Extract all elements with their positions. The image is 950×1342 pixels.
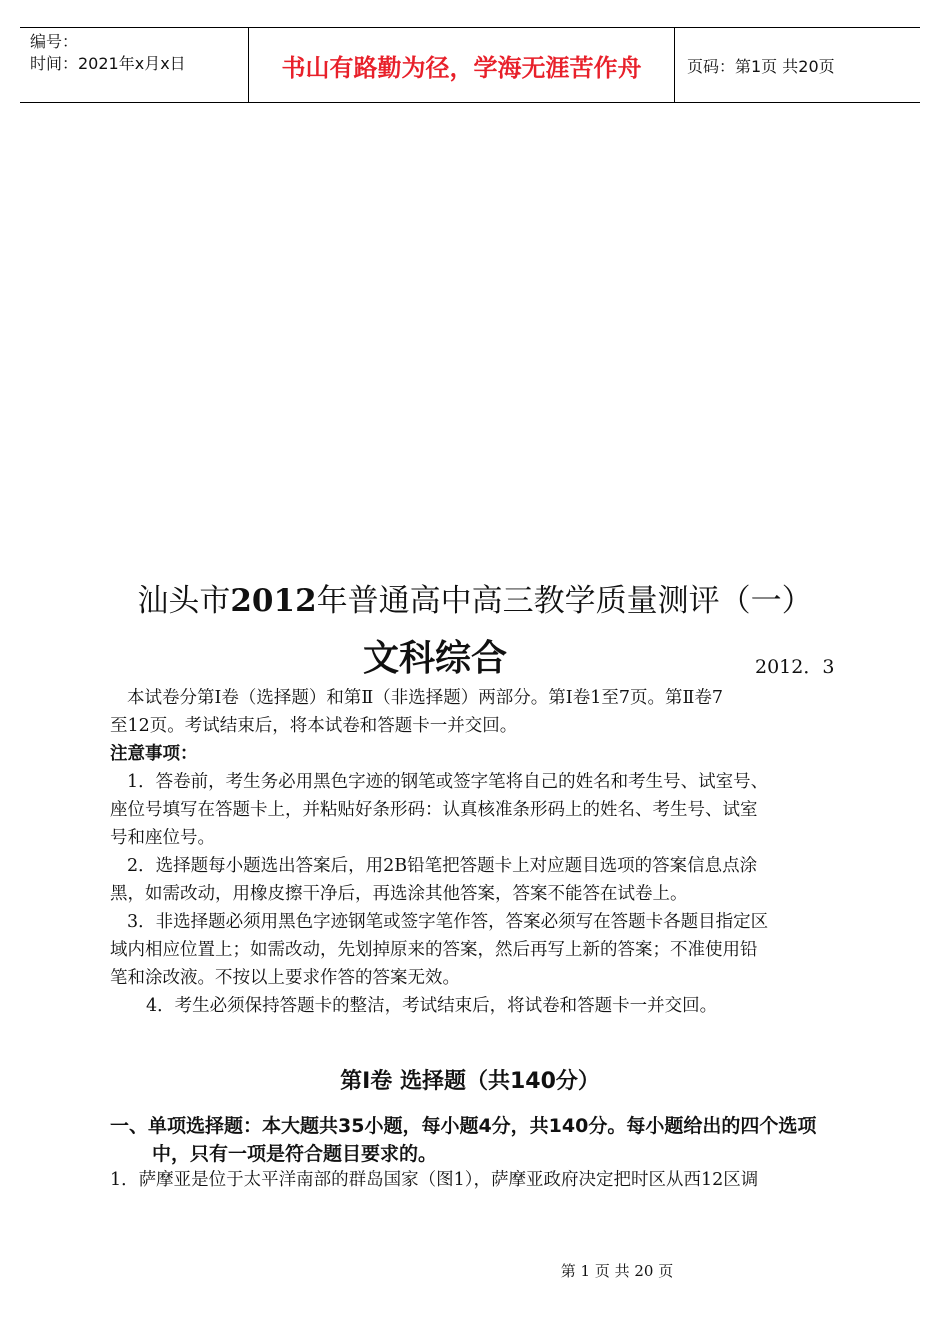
exam-date: 2012．3: [755, 656, 835, 678]
intro-line: 本试卷分第Ⅰ卷（选择题）和第Ⅱ（非选择题）两部分。第Ⅰ卷1至7页。第Ⅱ卷7: [127, 688, 724, 708]
notice-title: 注意事项：: [110, 744, 198, 764]
notice-line: 1．答卷前，考生务必用黑色字迹的钢笔或签字笔将自己的姓名和考生号、试室号、: [127, 772, 769, 792]
header-meta: [20, 28, 249, 102]
notice-line: 座位号填写在答题卡上，并粘贴好条形码：认真核准条形码上的姓名、考生号、试室: [110, 800, 758, 820]
section-title: 第Ⅰ卷 选择题（共140分）: [340, 1069, 600, 1094]
notice-item-2: [110, 852, 832, 908]
notice-item-1: [110, 768, 832, 852]
notice-item-4: [110, 992, 832, 1020]
notice-line: 3．非选择题必须用黑色字迹钢笔或签字笔作答，答案必须写在答题卡各题目指定区: [127, 912, 769, 932]
notice-line: 笔和涂改液。不按以上要求作答的答案无效。: [110, 968, 460, 988]
exam-title-year: 2012: [230, 583, 317, 619]
notice-line: 黑，如需改动，用橡皮擦干净后，再选涂其他答案，答案不能答在试卷上。: [110, 884, 688, 904]
intro-paragraph: [110, 684, 832, 740]
page-footer: 第 1 页 共 20 页: [560, 1262, 674, 1280]
question-1: 1．萨摩亚是位于太平洋南部的群岛国家（图1），萨摩亚政府决定把时区从西12区调: [110, 1170, 759, 1190]
document-number-label: 编号：: [30, 32, 79, 51]
notice-line: 2．选择题每小题选出答案后，用2B铅笔把答题卡上对应题目选项的答案信息点涂: [127, 856, 758, 876]
intro-line: 至12页。考试结束后，将本试卷和答题卡一并交回。: [110, 716, 518, 736]
notice-item-3: [110, 908, 832, 992]
header-motto: 书山有路勤为径，学海无涯苦作舟: [249, 28, 675, 102]
exam-title-prefix: 汕头市: [137, 583, 231, 619]
notice-line: 号和座位号。: [110, 828, 215, 848]
page-header: [20, 27, 920, 103]
exam-title-suffix: 年普通高中高三教学质量测评（一）: [316, 583, 813, 619]
exam-title: [0, 575, 950, 620]
header-page-info: 页码：第1页 共20页: [687, 56, 835, 76]
notice-line: 4．考生必须保持答题卡的整洁，考试结束后，将试卷和答题卡一并交回。: [146, 996, 718, 1016]
document-time-label: 时间：2021年x月x日: [30, 54, 186, 73]
exam-subject: 文科综合: [362, 638, 507, 679]
part-heading: 一、单项选择题：本大题共35小题，每小题4分，共140分。每小题给出的四个选项中，只有一项是符合题目要求的。: [110, 1115, 817, 1165]
notice-line: 域内相应位置上；如需改动，先划掉原来的答案，然后再写上新的答案；不准使用铅: [110, 940, 758, 960]
